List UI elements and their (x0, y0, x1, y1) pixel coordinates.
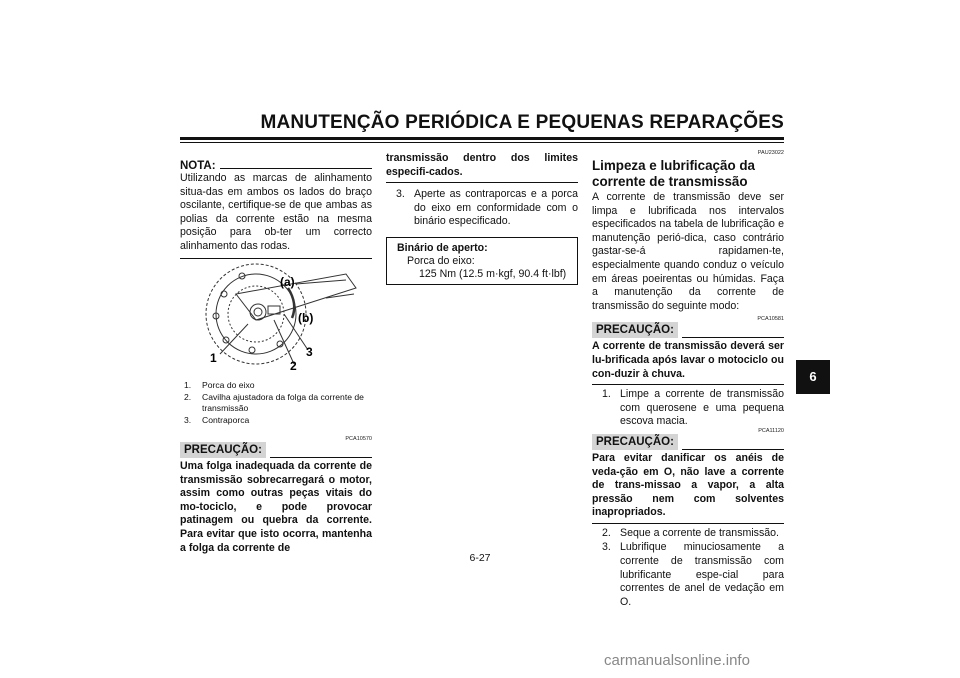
torque-title: Binário de aperto: (397, 241, 488, 254)
step-2: 2. Seque a corrente de transmissão. (602, 526, 779, 539)
caution-continued: transmissão dentro dos limites especifi-cados. (386, 152, 578, 178)
caption-item: 3. Contraporca (184, 415, 250, 425)
torque-box (386, 237, 578, 285)
caution-label: PRECAUÇÃO: (180, 442, 266, 458)
caution-code: PCA11120 (758, 427, 784, 434)
callout-2: 2 (290, 359, 297, 373)
step-3: 3. Aperte as contraporcas e a porca do eixo em conformidade com o binário especificado. (396, 188, 578, 228)
caution-underline (270, 457, 372, 458)
figure-captions (184, 380, 374, 427)
chapter-tab: 6 (796, 360, 830, 394)
caution-end-rule (592, 523, 784, 524)
nota-label: NOTA: (180, 160, 216, 172)
step-list (592, 388, 784, 429)
step-list (386, 188, 578, 229)
caution-block-1 (180, 436, 372, 555)
label-a: (a) (280, 275, 295, 289)
title-rule (180, 137, 784, 140)
nota-heading (180, 160, 372, 172)
caption-item: 2. Cavilha ajustadora da folga da corrente de transmissão (184, 392, 364, 413)
nota-underline (220, 168, 372, 169)
swingarm-illustration (196, 254, 366, 374)
step-3: 3. Lubrifique minuciosamente a corrente de transmissão com lubrificante espe-cial para correntes de anel de vedação em O. (602, 541, 784, 608)
watermark: carmanualsonline.info (604, 652, 750, 669)
caution-end-rule (592, 384, 784, 385)
section-code: PAU23022 (757, 150, 784, 156)
step-1: 1. Limpe a corrente de transmissão com querosene e uma pequena escova macia. (602, 388, 784, 428)
caution-end-rule (386, 182, 578, 183)
title-rule-thin (180, 142, 784, 143)
axle-figure (196, 254, 366, 374)
torque-value: 125 Nm (12.5 m·kgf, 90.4 ft·lbf) (419, 267, 567, 280)
caution-text: Uma folga inadequada da corrente de transmissão sobrecarregará o motor, assim como outras peças vitais do mo-tociclo, e pode provocar patinagem ou quebra da corrente. Para evitar que isto ocorra, mantenha a folga da corrente de (180, 460, 372, 554)
caution-underline (682, 337, 784, 338)
caution-underline (682, 449, 784, 450)
torque-item: Porca do eixo: (407, 254, 475, 267)
callout-3: 3 (306, 345, 313, 359)
section-title: Limpeza e lubrificação da corrente de transmissão (592, 158, 755, 189)
caption-item: 1. Porca do eixo (184, 380, 255, 390)
nota-text: Utilizando as marcas de alinhamento situa-das em ambos os lados do braço oscilante, certifique-se de que ambas as polias da corrente estão na mesma posição para ob-ter um correcto alinhamento das rodas. (180, 172, 372, 252)
column-3 (592, 150, 784, 610)
label-b: (b) (298, 311, 314, 325)
caution-code: PCA10581 (757, 316, 784, 323)
caution-label: PRECAUÇÃO: (592, 434, 678, 450)
callout-1: 1 (210, 351, 217, 365)
caution-label: PRECAUÇÃO: (592, 322, 678, 338)
caution-code: PCA10570 (345, 436, 372, 442)
page-number: 6-27 (469, 552, 491, 564)
caution-text: A corrente de transmissão deverá ser lu-brificada após lavar o motociclo ou con-duzir à chuva. (592, 340, 784, 380)
page-title: MANUTENÇÃO PERIÓDICA E PEQUENAS REPARAÇÕES (260, 112, 784, 133)
caution-text: Para evitar danificar os anéis de veda-ção em O, não lave a corrente de trans-missao a vapor, a alta pressão nem com solventes inapropriados. (592, 451, 784, 519)
section-intro: A corrente de transmissão deve ser limpa e lubrificada nos intervalos especificados na tabela de lubrificação e manutenção perió-dica, caso contrário gastar-se-á rapidamen-te, especialmente quando conduz o veículo em áreas poeirentas ou húmidas. Faça a manutenção da corrente de transmissão do seguinte modo: (592, 191, 784, 312)
column-2 (386, 152, 578, 285)
column-1 (180, 160, 372, 259)
step-list (592, 527, 784, 610)
